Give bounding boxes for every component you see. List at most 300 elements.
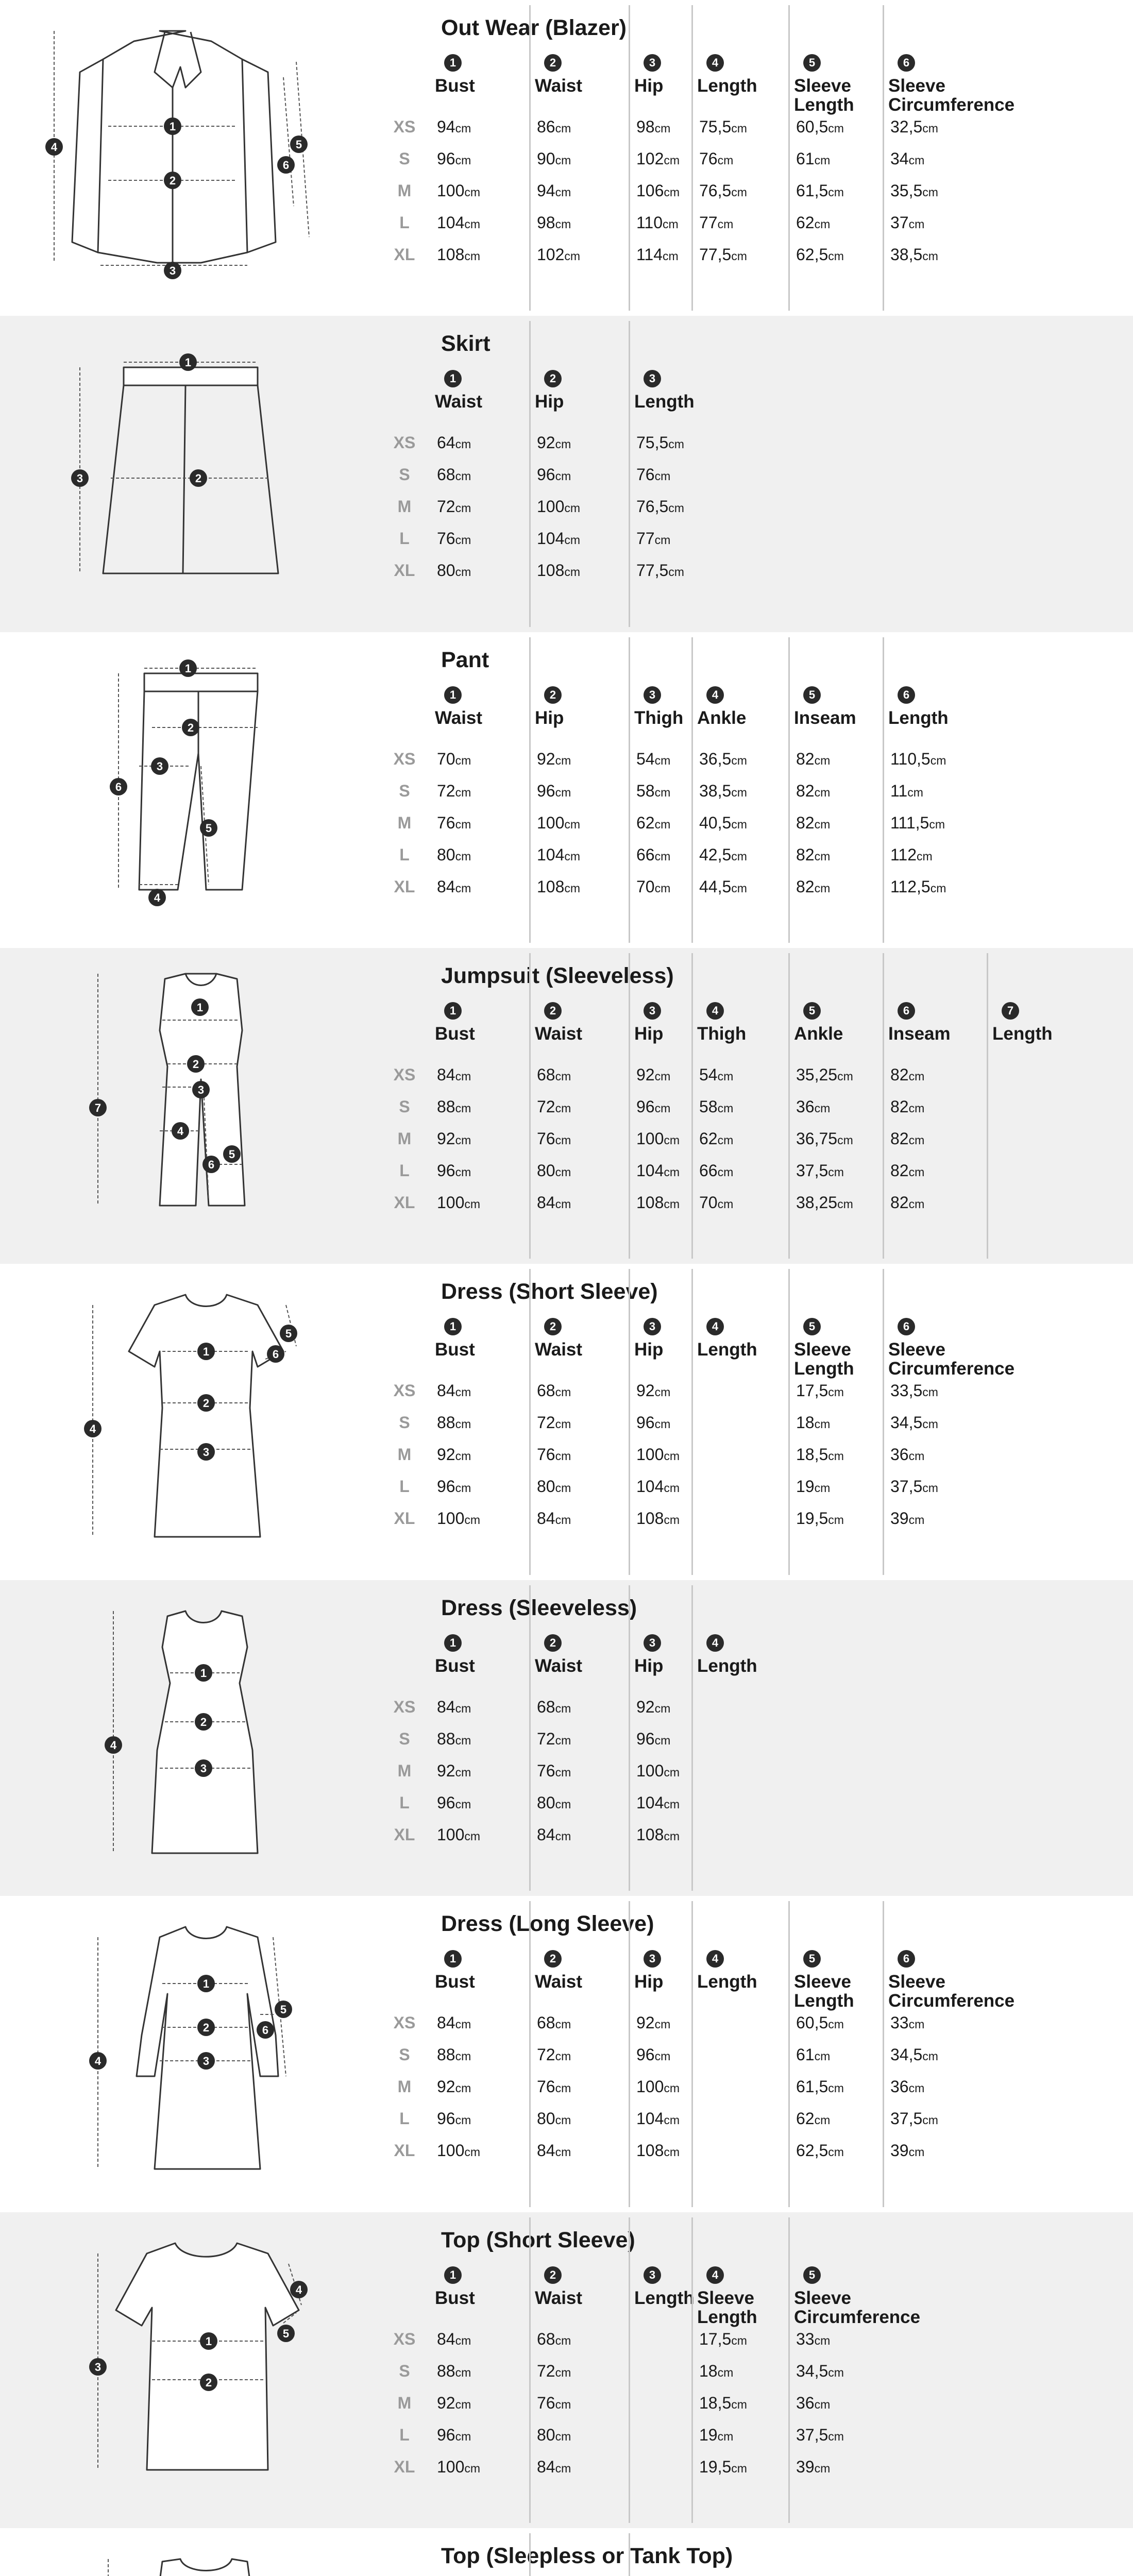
measurement-value <box>796 1097 830 1116</box>
svg-text:1: 1 <box>205 2335 212 2348</box>
value-unit: cm <box>555 2049 571 2063</box>
garment-outline <box>116 2243 299 2470</box>
column-number-badge: 5 <box>803 1318 821 1335</box>
column-header: Thigh <box>634 708 684 728</box>
value-unit: cm <box>731 786 747 799</box>
value-unit: cm <box>555 1417 571 1431</box>
value-unit: cm <box>555 1513 571 1527</box>
measurement-badge <box>190 469 207 487</box>
value-unit: cm <box>564 249 581 263</box>
value-number: 92 <box>437 2077 455 2096</box>
measurement-value <box>537 245 580 264</box>
value-number: 37 <box>890 213 909 232</box>
value-unit: cm <box>654 754 671 767</box>
column-header: Length <box>697 1340 757 1360</box>
column-header: Waist <box>535 2288 583 2308</box>
short-sleeve-dress-icon <box>31 1274 392 1563</box>
value-unit: cm <box>564 818 581 831</box>
value-unit: cm <box>814 850 831 863</box>
size-label: XL <box>394 2458 415 2476</box>
measurement-value <box>437 1698 471 1717</box>
value-number: 84 <box>537 2141 555 2160</box>
value-number: 37,5 <box>796 2426 828 2444</box>
value-number: 80 <box>437 561 455 580</box>
value-unit: cm <box>922 2049 938 2063</box>
value-number: 32,5 <box>890 117 923 136</box>
section-title: Dress (Short Sleeve) <box>441 1279 658 1304</box>
measurement-badge <box>197 1394 215 1412</box>
measurement-value <box>437 1825 480 1844</box>
measurement-column <box>788 1901 883 2207</box>
measurement-value <box>890 181 938 200</box>
value-number: 92 <box>537 433 555 452</box>
value-number: 84 <box>437 2013 455 2032</box>
value-number: 84 <box>437 877 455 896</box>
measurement-value <box>796 2394 830 2413</box>
size-label: S <box>399 465 410 484</box>
measurement-badge <box>187 1055 205 1073</box>
measurement-column <box>788 953 883 1259</box>
value-number: 82 <box>890 1097 909 1116</box>
value-number: 18,5 <box>796 1445 828 1464</box>
measurement-value <box>537 465 571 484</box>
value-number: 61 <box>796 2045 815 2064</box>
value-number: 33,5 <box>890 1381 923 1400</box>
value-unit: cm <box>455 2366 471 2379</box>
measurement-value <box>437 181 480 200</box>
value-number: 90 <box>537 149 555 168</box>
value-unit: cm <box>564 501 581 515</box>
measurement-value <box>437 2362 471 2381</box>
measurement-badge <box>105 1736 122 1754</box>
value-number: 111,5 <box>890 814 929 832</box>
value-number: 100 <box>636 1761 664 1780</box>
value-unit: cm <box>564 565 581 579</box>
value-number: 17,5 <box>796 1381 828 1400</box>
value-number: 19,5 <box>699 2458 732 2476</box>
measurement-value <box>437 2013 471 2032</box>
value-unit: cm <box>664 185 680 199</box>
column-header: Waist <box>535 1656 583 1676</box>
column-number-badge: 3 <box>644 686 661 704</box>
measurement-value <box>537 877 580 896</box>
column-number-badge: 5 <box>803 2266 821 2284</box>
column-header: Waist <box>535 1024 583 1044</box>
value-number: 36 <box>796 1097 815 1116</box>
value-number: 96 <box>636 1730 655 1748</box>
value-number: 36 <box>890 1445 909 1464</box>
value-number: 77 <box>636 529 655 548</box>
value-unit: cm <box>664 1449 680 1463</box>
size-label: M <box>397 181 412 200</box>
value-unit: cm <box>455 786 471 799</box>
svg-text:3: 3 <box>202 1446 210 1459</box>
value-number: 104 <box>636 1161 664 1180</box>
svg-text:3: 3 <box>197 1083 205 1096</box>
svg-text:2: 2 <box>169 174 176 187</box>
measurement-column <box>883 637 987 943</box>
value-unit: cm <box>555 1385 571 1399</box>
value-number: 112,5 <box>890 877 931 896</box>
measurement-value <box>437 750 471 769</box>
section-jumpsuit <box>0 948 1133 1264</box>
measurement-badge <box>151 757 168 775</box>
size-label: S <box>399 149 410 168</box>
size-label: XS <box>393 750 416 768</box>
value-number: 82 <box>796 845 815 864</box>
measurement-value <box>890 1065 924 1084</box>
value-number: 76 <box>636 465 655 484</box>
section-pant <box>0 632 1133 948</box>
svg-text:6: 6 <box>272 1348 279 1361</box>
section-title: Out Wear (Blazer) <box>441 15 627 40</box>
value-number: 33 <box>796 2330 815 2348</box>
svg-text:3: 3 <box>202 2055 210 2067</box>
size-label: L <box>399 845 410 864</box>
column-header: Hip <box>634 76 664 96</box>
measurement-value <box>699 213 733 232</box>
column-header: Sleeve Circumference <box>888 76 1015 115</box>
measurement-value <box>699 845 747 865</box>
value-unit: cm <box>564 533 581 547</box>
value-unit: cm <box>555 1766 571 1779</box>
column-number-badge: 4 <box>706 54 724 72</box>
measurement-value <box>796 1477 830 1496</box>
value-number: 108 <box>437 245 465 264</box>
measurement-value <box>636 497 684 516</box>
measurement-value <box>636 2077 680 2096</box>
value-number: 100 <box>537 497 565 516</box>
measurement-value <box>537 181 571 200</box>
section-title: Top (Short Sleeve) <box>441 2228 635 2252</box>
column-header: Thigh <box>697 1024 747 1044</box>
measurement-value <box>636 750 670 769</box>
value-unit: cm <box>929 818 945 831</box>
measurement-value <box>437 497 471 516</box>
value-unit: cm <box>555 437 571 451</box>
measurement-badge <box>182 719 199 736</box>
measurement-value <box>699 245 747 264</box>
measurement-value <box>437 2330 471 2349</box>
value-unit: cm <box>455 501 471 515</box>
svg-text:2: 2 <box>205 2376 212 2389</box>
section-top_short <box>0 2212 1133 2528</box>
measurement-value <box>796 245 844 264</box>
measurement-value <box>636 1477 680 1496</box>
measurement-value <box>537 213 571 232</box>
value-number: 35,25 <box>796 1065 838 1084</box>
value-unit: cm <box>464 2462 481 2475</box>
measurement-value <box>537 2458 571 2477</box>
value-number: 36 <box>796 2394 815 2412</box>
measurement-badge <box>223 1145 241 1163</box>
value-number: 68 <box>537 1065 555 1084</box>
value-number: 82 <box>890 1129 909 1148</box>
measurement-value <box>796 2458 830 2477</box>
measurement-value <box>636 245 679 264</box>
measurement-value <box>437 1445 471 1464</box>
value-number: 96 <box>537 465 555 484</box>
value-unit: cm <box>455 1133 471 1147</box>
value-number: 18 <box>699 2362 718 2380</box>
value-unit: cm <box>654 533 671 547</box>
value-number: 100 <box>537 814 565 832</box>
value-number: 61,5 <box>796 181 828 200</box>
measurement-value <box>537 1761 571 1781</box>
column-header: Bust <box>435 1024 475 1044</box>
measurement-value <box>537 1793 571 1812</box>
column-number-badge: 2 <box>544 1002 562 1020</box>
size-label: S <box>399 2362 410 2380</box>
value-unit: cm <box>828 2430 844 2443</box>
value-number: 84 <box>537 2458 555 2476</box>
value-number: 96 <box>437 149 455 168</box>
column-number-badge: 3 <box>644 1634 661 1652</box>
measurement-value <box>437 433 471 452</box>
measurement-value <box>796 117 844 137</box>
value-number: 39 <box>890 2141 909 2160</box>
svg-text:5: 5 <box>205 822 212 835</box>
value-number: 19 <box>796 1477 815 1496</box>
value-number: 66 <box>636 845 655 864</box>
column-number-badge: 2 <box>544 686 562 704</box>
measurement-value <box>636 529 670 548</box>
value-number: 58 <box>636 782 655 800</box>
svg-text:6: 6 <box>282 159 290 172</box>
value-unit: cm <box>555 1734 571 1747</box>
value-unit: cm <box>464 2145 481 2159</box>
column-header: Bust <box>435 1656 475 1676</box>
measurement-value <box>699 1129 733 1148</box>
measurement-value <box>699 149 733 168</box>
svg-text:4: 4 <box>110 1739 117 1752</box>
measurement-value <box>890 1509 924 1528</box>
svg-text:4: 4 <box>89 1422 96 1435</box>
measurement-value <box>537 1129 571 1148</box>
measurement-badge <box>89 2358 107 2376</box>
value-unit: cm <box>464 1513 481 1527</box>
value-number: 84 <box>437 1381 455 1400</box>
svg-text:2: 2 <box>200 1716 207 1728</box>
value-number: 84 <box>437 1698 455 1716</box>
value-unit: cm <box>564 850 581 863</box>
value-number: 34 <box>890 149 909 168</box>
measurement-value <box>890 1445 924 1464</box>
value-unit: cm <box>464 217 481 231</box>
svg-text:3: 3 <box>200 1762 207 1775</box>
section-dress_short <box>0 1264 1133 1580</box>
column-number-badge: 4 <box>706 1634 724 1652</box>
svg-text:3: 3 <box>156 760 163 773</box>
value-number: 58 <box>699 1097 718 1116</box>
measurement-column <box>431 5 529 311</box>
measurement-value <box>796 2045 830 2064</box>
svg-text:1: 1 <box>184 356 192 369</box>
measurement-value <box>636 181 680 200</box>
measurement-column <box>629 2533 691 2576</box>
size-label: L <box>399 1793 410 1812</box>
value-unit: cm <box>555 185 571 199</box>
measurement-column <box>431 1585 529 1891</box>
column-number-badge: 6 <box>898 1002 915 1020</box>
value-unit: cm <box>717 2366 734 2379</box>
measurement-badge <box>257 2021 274 2039</box>
value-number: 86 <box>537 117 555 136</box>
value-number: 88 <box>437 1413 455 1432</box>
measurement-badge <box>197 1443 215 1461</box>
garment-illustration <box>31 642 392 923</box>
value-unit: cm <box>455 469 471 483</box>
value-unit: cm <box>731 2334 747 2347</box>
measurement-value <box>636 1509 680 1528</box>
measurement-value <box>437 2426 471 2445</box>
value-number: 92 <box>537 750 555 768</box>
svg-text:1: 1 <box>184 662 192 675</box>
measurement-value <box>537 2013 571 2032</box>
measurement-value <box>537 529 580 548</box>
value-number: 64 <box>437 433 455 452</box>
value-unit: cm <box>654 1702 671 1715</box>
column-number-badge: 6 <box>898 54 915 72</box>
value-unit: cm <box>908 1449 925 1463</box>
value-unit: cm <box>555 1829 571 1843</box>
value-unit: cm <box>717 1070 734 1083</box>
column-number-badge: 1 <box>444 54 462 72</box>
measurement-value <box>636 1193 680 1212</box>
garment-illustration <box>31 1590 392 1882</box>
size-label: M <box>397 1761 412 1780</box>
column-number-badge: 2 <box>544 1634 562 1652</box>
measurement-column <box>629 637 691 943</box>
measurement-badge <box>195 1759 212 1777</box>
value-number: 108 <box>537 877 565 896</box>
column-header: Length <box>697 76 757 96</box>
measurement-value <box>890 2109 938 2128</box>
svg-text:5: 5 <box>295 138 302 151</box>
value-number: 88 <box>437 1730 455 1748</box>
column-header: Waist <box>435 392 483 412</box>
measurement-value <box>890 117 938 137</box>
value-unit: cm <box>464 1829 481 1843</box>
value-number: 77,5 <box>636 561 669 580</box>
measurement-value <box>636 877 670 896</box>
measurement-value <box>796 1445 844 1464</box>
measurement-value <box>796 149 830 168</box>
measurement-column <box>629 953 691 1259</box>
measurement-value <box>796 1161 844 1180</box>
measurement-value <box>537 2109 571 2128</box>
value-number: 92 <box>437 1445 455 1464</box>
value-unit: cm <box>908 217 925 231</box>
value-unit: cm <box>717 2430 734 2443</box>
column-number-badge: 1 <box>444 1318 462 1335</box>
value-unit: cm <box>930 882 946 895</box>
column-header: Sleeve Circumference <box>794 2288 921 2327</box>
column-header: Inseam <box>888 1024 951 1044</box>
value-number: 62 <box>796 2109 815 2128</box>
measurement-column <box>788 5 883 311</box>
measurement-value <box>437 1129 471 1148</box>
value-unit: cm <box>555 154 571 167</box>
measurement-value <box>890 213 924 232</box>
value-number: 76 <box>537 1445 555 1464</box>
value-number: 104 <box>537 845 565 864</box>
value-number: 92 <box>636 1381 655 1400</box>
measurement-value <box>537 1509 571 1528</box>
value-unit: cm <box>814 786 831 799</box>
value-unit: cm <box>455 1417 471 1431</box>
measurement-column <box>431 637 529 943</box>
svg-text:2: 2 <box>187 721 194 734</box>
measurement-value <box>636 561 684 580</box>
measurement-value <box>636 845 670 865</box>
measurement-value <box>796 2426 844 2445</box>
value-unit: cm <box>455 154 471 167</box>
section-skirt <box>0 316 1133 632</box>
size-label: XL <box>394 1509 415 1528</box>
value-number: 96 <box>437 1793 455 1812</box>
measurement-value <box>636 433 684 452</box>
measurement-value <box>636 1161 680 1180</box>
value-unit: cm <box>455 2398 471 2411</box>
value-unit: cm <box>555 1070 571 1083</box>
value-unit: cm <box>555 2081 571 2095</box>
value-number: 108 <box>636 1193 664 1212</box>
garment-illustration <box>31 2538 392 2576</box>
value-number: 76 <box>537 2077 555 2096</box>
measurement-value <box>437 1509 480 1528</box>
value-unit: cm <box>908 1197 925 1211</box>
value-number: 68 <box>437 465 455 484</box>
measurement-value <box>636 149 680 168</box>
measurement-column <box>431 953 529 1259</box>
value-number: 82 <box>796 750 815 768</box>
value-unit: cm <box>455 565 471 579</box>
measurement-value <box>537 2045 571 2064</box>
measurement-value <box>796 2141 844 2160</box>
value-number: 62 <box>699 1129 718 1148</box>
value-unit: cm <box>663 217 679 231</box>
measurement-value <box>796 2109 830 2128</box>
value-number: 82 <box>890 1193 909 1212</box>
svg-text:4: 4 <box>295 2283 302 2296</box>
measurement-value <box>890 1129 924 1148</box>
measurement-value <box>437 2458 480 2477</box>
value-unit: cm <box>814 2334 831 2347</box>
measurement-badge <box>89 1099 107 1116</box>
column-number-badge: 4 <box>706 2266 724 2284</box>
measurement-value <box>890 877 946 896</box>
measurement-value <box>636 2045 670 2064</box>
value-unit: cm <box>555 2018 571 2031</box>
value-number: 36,75 <box>796 1129 838 1148</box>
measurement-value <box>890 1161 924 1180</box>
measurement-value <box>699 2394 747 2413</box>
value-number: 80 <box>537 1477 555 1496</box>
size-label: S <box>399 782 410 800</box>
column-number-badge: 4 <box>706 1002 724 1020</box>
value-number: 18 <box>796 1413 815 1432</box>
svg-text:3: 3 <box>169 264 176 277</box>
size-label: L <box>399 2109 410 2128</box>
measurement-column <box>629 5 691 311</box>
value-number: 80 <box>537 1793 555 1812</box>
column-header: Ankle <box>794 1024 843 1044</box>
value-number: 96 <box>437 1477 455 1496</box>
measurement-value <box>636 1129 680 1148</box>
value-unit: cm <box>908 1070 925 1083</box>
measurement-column <box>691 5 788 311</box>
